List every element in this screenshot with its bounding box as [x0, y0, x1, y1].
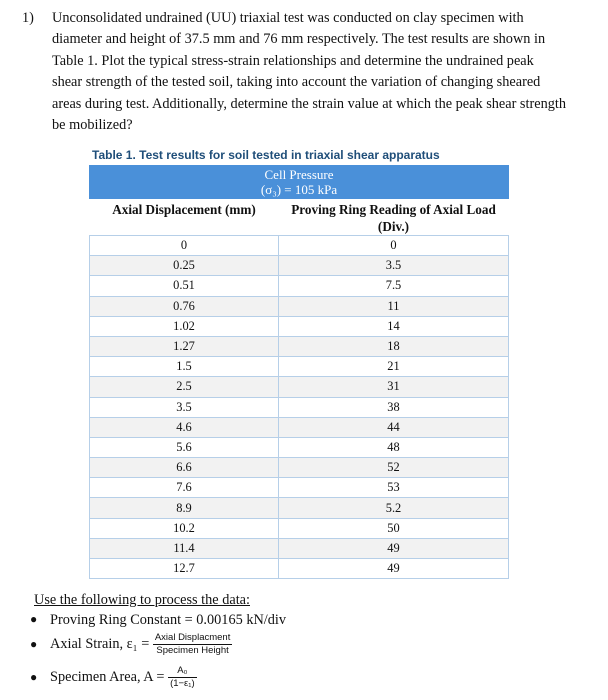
table-row: [90, 397, 509, 417]
question-number: 1): [22, 10, 34, 26]
axial-displacement-cell: 0: [90, 236, 279, 256]
cell-pressure-label: Cell Pressure: [264, 167, 334, 182]
specimen-area-fraction: [168, 665, 197, 690]
axial-displacement-cell: 0.76: [90, 296, 279, 316]
question-line: be mobilized?: [52, 117, 133, 134]
proving-ring-cell: 44: [279, 417, 509, 437]
table-row: [90, 377, 509, 397]
proving-ring-cell: 52: [279, 458, 509, 478]
proving-ring-cell: 14: [279, 316, 509, 336]
proving-ring-cell: 0: [279, 236, 509, 256]
cell-pressure-header: [90, 166, 509, 199]
table-row: [90, 458, 509, 478]
axial-strain-fraction: [153, 632, 233, 657]
table-row: [90, 417, 509, 437]
proving-ring-cell: 48: [279, 437, 509, 457]
axial-strain-numerator: Axial Displacment: [154, 632, 231, 643]
table-row: [90, 236, 509, 256]
axial-displacement-cell: 7.6: [90, 478, 279, 498]
proving-ring-cell: 53: [279, 478, 509, 498]
axial-displacement-cell: 3.5: [90, 397, 279, 417]
table-row: [90, 276, 509, 296]
proving-ring-cell: 5.2: [279, 498, 509, 518]
question-text: [52, 8, 597, 136]
specimen-area-formula: [50, 665, 197, 690]
proving-ring-cell: 49: [279, 538, 509, 558]
axial-displacement-cell: 0.51: [90, 276, 279, 296]
axial-displacement-cell: 0.25: [90, 256, 279, 276]
question-line: Table 1. Plot the typical stress-strain relationships and determine the undrained peak: [52, 52, 534, 69]
proving-ring-cell: 21: [279, 357, 509, 377]
axial-strain-denominator: Specimen Height: [156, 645, 229, 656]
table-row: [90, 518, 509, 538]
proving-ring-cell: 50: [279, 518, 509, 538]
question-line: shear strength of the tested soil, taking into account the variation of changing sheared: [52, 74, 541, 91]
table-row: [90, 336, 509, 356]
axial-displacement-cell: 1.02: [90, 316, 279, 336]
axial-strain-label: Axial Strain, ε₁ =: [50, 636, 150, 652]
axial-strain-formula: [50, 632, 232, 657]
axial-displacement-cell: 1.5: [90, 357, 279, 377]
axial-displacement-cell: 4.6: [90, 417, 279, 437]
question-line: Unconsolidated undrained (UU) triaxial test was conducted on clay specimen with: [52, 10, 524, 26]
axial-displacement-cell: 8.9: [90, 498, 279, 518]
axial-displacement-cell: 10.2: [90, 518, 279, 538]
question-line: diameter and height of 37.5 mm and 76 mm respectively. The test results are shown in: [52, 31, 546, 48]
bullet-dot-icon: ●: [30, 637, 38, 651]
proving-ring-cell: 38: [279, 397, 509, 417]
table-row: [90, 559, 509, 579]
cell-pressure-value: (σ₃) = 105 kPa: [260, 182, 338, 197]
bullet-dot-icon: ●: [30, 612, 38, 626]
proving-ring-constant: Proving Ring Constant = 0.00165 kN/div: [50, 612, 287, 628]
axial-displacement-cell: 11.4: [90, 538, 279, 558]
axial-displacement-cell: 2.5: [90, 377, 279, 397]
proving-ring-cell: 49: [279, 559, 509, 579]
proving-ring-cell: 31: [279, 377, 509, 397]
results-table: [89, 165, 509, 579]
table-row: [90, 538, 509, 558]
table-row: [90, 256, 509, 276]
proving-ring-cell: 11: [279, 296, 509, 316]
table-row: [90, 296, 509, 316]
table-row: [90, 498, 509, 518]
table-caption: Table 1. Test results for soil tested in triaxial shear apparatus: [92, 148, 440, 162]
proving-ring-header: Proving Ring Reading of Axial Load (Div.): [279, 199, 509, 236]
proving-ring-cell: 3.5: [279, 256, 509, 276]
proving-ring-cell: 18: [279, 336, 509, 356]
question-line: areas during test. Additionally, determine the strain value at which the peak shear strength: [52, 95, 566, 112]
bullet-dot-icon: ●: [30, 670, 38, 684]
specimen-area-numerator: A₀: [168, 665, 197, 678]
axial-displacement-cell: 5.6: [90, 437, 279, 457]
table-row: [90, 478, 509, 498]
specimen-area-label: Specimen Area, A =: [50, 669, 165, 685]
instructions-heading: Use the following to process the data:: [34, 592, 250, 608]
axial-displacement-header: Axial Displacement (mm): [90, 199, 279, 236]
table-row: [90, 437, 509, 457]
table-row: [90, 357, 509, 377]
specimen-area-denominator: (1−ε₁): [170, 678, 195, 689]
axial-displacement-cell: 6.6: [90, 458, 279, 478]
table-row: [90, 316, 509, 336]
axial-displacement-cell: 12.7: [90, 559, 279, 579]
proving-ring-cell: 7.5: [279, 276, 509, 296]
question-block: [22, 8, 597, 136]
axial-displacement-cell: 1.27: [90, 336, 279, 356]
